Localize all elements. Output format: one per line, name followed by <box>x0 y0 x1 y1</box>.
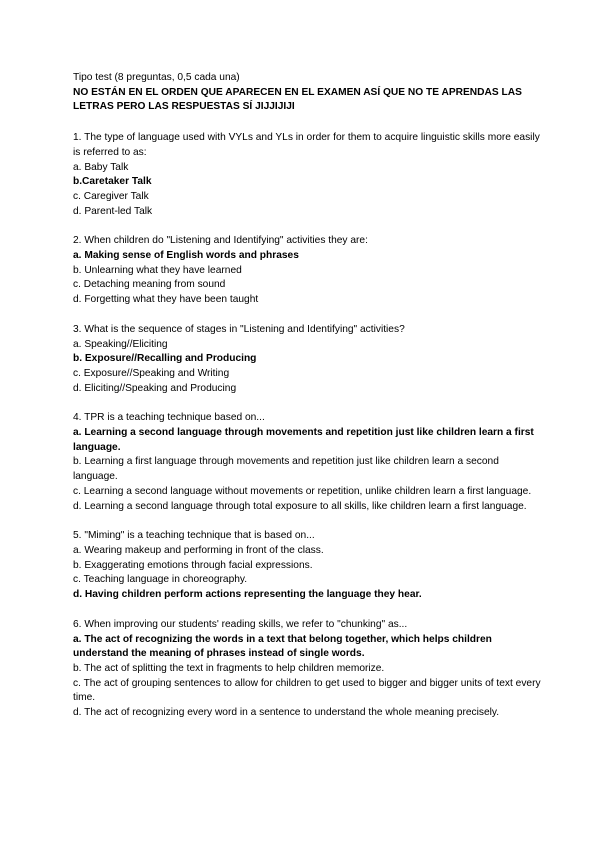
option: c. Learning a second language without movements or repetition, unlike children learn a first language. <box>73 485 532 497</box>
question-text: 2. When children do "Listening and Identifying" activities they are: <box>73 235 368 247</box>
option: c. Teaching language in choreography. <box>73 574 248 586</box>
option: a. Wearing makeup and performing in front of the class. <box>73 544 324 556</box>
question-4 <box>73 411 543 514</box>
option: c. Detaching meaning from sound <box>73 279 226 291</box>
option: c. The act of grouping sentences to allow for children to get used to bigger and bigger units of text every time. <box>73 677 541 704</box>
option: d. Parent-led Talk <box>73 205 153 217</box>
option: d. The act of recognizing every word in a sentence to understand the whole meaning precisely. <box>73 707 500 719</box>
option-correct: a. Making sense of English words and phrases <box>73 250 299 262</box>
option: d. Learning a second language through total exposure to all skills, like children learn a first language. <box>73 500 527 512</box>
intro-line: Tipo test (8 preguntas, 0,5 cada una) <box>73 72 240 83</box>
question-text: 4. TPR is a teaching technique based on... <box>73 412 265 424</box>
document-content <box>73 71 543 736</box>
option: b. Unlearning what they have learned <box>73 264 242 276</box>
option-correct: b.Caretaker Talk <box>73 176 152 188</box>
option: a. Baby Talk <box>73 161 129 173</box>
question-text: 6. When improving our students' reading skills, we refer to "chunking" as... <box>73 618 408 630</box>
option: d. Eliciting//Speaking and Producing <box>73 382 237 394</box>
option-correct: a. The act of recognizing the words in a text that belong together, which helps children understand the meaning of phrases instead of single words. <box>73 633 492 660</box>
question-text: 1. The type of language used with VYLs and YLs in order for them to acquire linguistic skills more easily is referred to as: <box>73 132 540 158</box>
option: a. Speaking//Eliciting <box>73 338 168 350</box>
option: b. Exaggerating emotions through facial expressions. <box>73 559 313 571</box>
option-correct: a. Learning a second language through movements and repetition just like children learn a first language. <box>73 427 534 453</box>
question-1 <box>73 131 543 219</box>
option-correct: d. Having children perform actions representing the language they hear. <box>73 589 422 601</box>
option: c. Caregiver Talk <box>73 190 149 202</box>
warning-note: NO ESTÁN EN EL ORDEN QUE APARECEN EN EL EXAMEN ASÍ QUE NO TE APRENDAS LAS LETRAS PERO LAS RESPUESTAS SÍ JIJJIJIJI <box>73 86 522 113</box>
question-3 <box>73 323 543 397</box>
option: d. Forgetting what they have been taught <box>73 294 259 306</box>
question-6 <box>73 618 543 721</box>
option: b. The act of splitting the text in fragments to help children memorize. <box>73 662 385 674</box>
option: c. Exposure//Speaking and Writing <box>73 367 230 379</box>
question-text: 5. "Miming" is a teaching technique that is based on... <box>73 530 315 542</box>
question-2 <box>73 234 543 308</box>
question-text: 3. What is the sequence of stages in "Listening and Identifying" activities? <box>73 323 405 335</box>
option: b. Learning a first language through movements and repetition just like children learn a second language. <box>73 456 499 483</box>
question-5 <box>73 529 543 603</box>
option-correct: b. Exposure//Recalling and Producing <box>73 353 257 365</box>
